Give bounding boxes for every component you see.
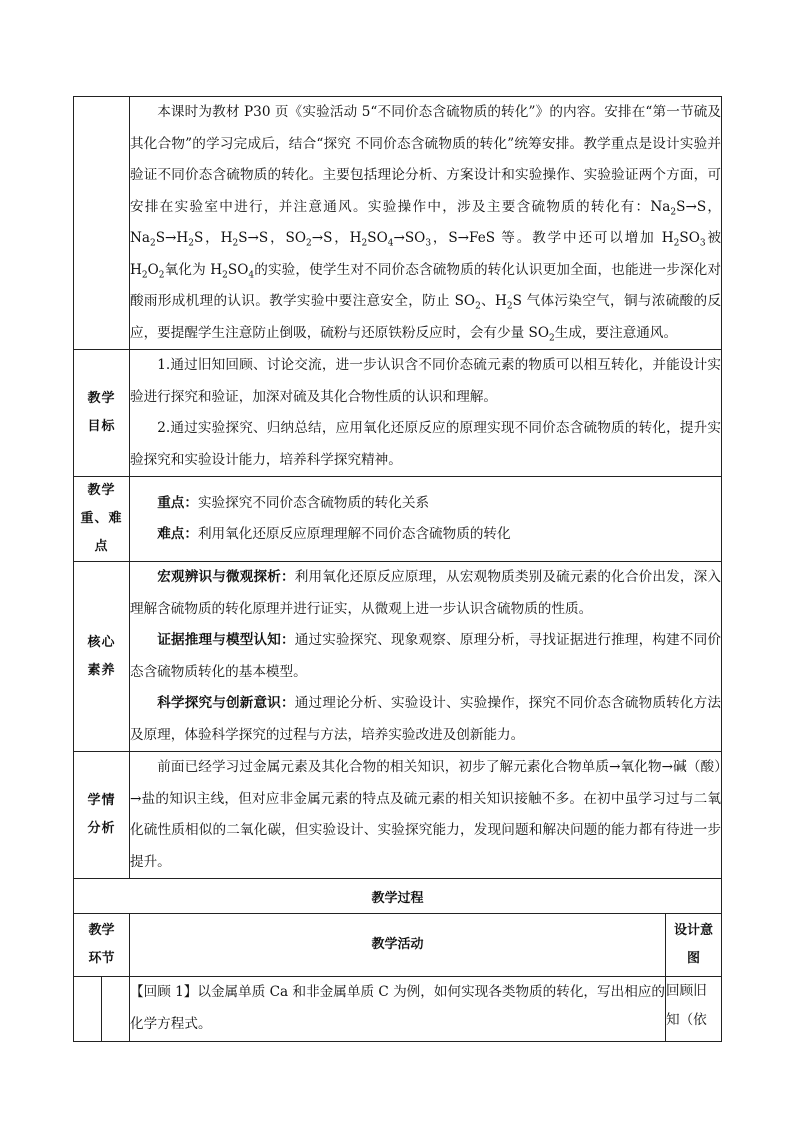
process-header-row <box>74 914 722 977</box>
goals-content <box>130 350 722 477</box>
literacy-label: 核心 素养 <box>74 562 130 752</box>
literacy-item-2: 证据推理与模型认知：通过实验探究、现象观察、原理分析，寻找证据进行推理，构建不同价态含硫物质转化的基本模型。 <box>130 632 722 680</box>
intro-content <box>130 97 722 350</box>
literacy-item-1: 宏观辨识与微观探析：利用氧化还原反应原理，从宏观物质类别及硫元素的化合价出发，深入理解含硫物质的转化原理并进行证实，从微观上进一步认识含硫物质的性质。 <box>130 569 722 617</box>
process-title: 教学过程 <box>74 879 722 914</box>
goals-row <box>74 350 722 477</box>
process-row-1-stage-a <box>74 977 102 1042</box>
goal-1: 1.通过旧知回顾、讨论交流，进一步认识含不同价态硫元素的物质可以相互转化，并能设计实验进行探究和验证，加深对硫及其化合物性质的认识和理解。 <box>130 357 722 405</box>
lesson-plan-table <box>73 96 722 1042</box>
analysis-label: 学情 分析 <box>74 752 130 879</box>
process-title-row <box>74 879 722 914</box>
keypoints-content <box>130 477 722 562</box>
analysis-content <box>130 752 722 879</box>
header-activity: 教学活动 <box>130 914 666 977</box>
keypoints-row <box>74 477 722 562</box>
key-point: 重点：实验探究不同价态含硫物质的转化关系 <box>157 494 430 511</box>
header-stage: 教学 环节 <box>74 914 130 977</box>
process-row-1 <box>74 977 722 1042</box>
intro-label-cell <box>74 97 130 350</box>
header-intent: 设计意 图 <box>666 914 722 977</box>
keypoints-label: 教学 重、难 点 <box>74 477 130 562</box>
process-row-1-stage-b <box>102 977 130 1042</box>
literacy-content <box>130 562 722 752</box>
intro-row <box>74 97 722 350</box>
analysis-paragraph: 前面已经学习过金属元素及其化合物的相关知识，初步了解元素化合物单质→氧化物→碱（酸）→盐的知识主线，但对应非金属元素的特点及硫元素的相关知识接触不多。在初中虽学习过与二氧化硫性质相似的二氧化碳，但实验设计、实验探究能力，发现问题和解决问题的能力都有待进一步提升。 <box>130 759 722 870</box>
process-row-1-activity <box>130 977 666 1042</box>
goal-2: 2.通过实验探究、归纳总结，应用氧化还原反应的原理实现不同价态含硫物质的转化，提升实验探究和实验设计能力，培养科学探究精神。 <box>130 420 722 468</box>
review-1-text: 【回顾 1】以金属单质 Ca 和非金属单质 C 为例，如何实现各类物质的转化，写出相应的化学方程式。 <box>130 984 665 1032</box>
literacy-row <box>74 562 722 752</box>
process-row-1-intent: 回顾旧 知（依 <box>666 977 722 1042</box>
literacy-item-3: 科学探究与创新意识：通过理论分析、实验设计、实验操作，探究不同价态含硫物质转化方法及原理，体验科学探究的过程与方法，培养实验改进及创新能力。 <box>130 695 722 743</box>
difficult-point: 难点：利用氧化还原反应原理理解不同价态含硫物质的转化 <box>157 526 511 542</box>
intro-paragraph: 本课时为教材 P30 页《实验活动 5“不同价态含硫物质的转化”》的内容。安排在“第一节硫及其化合物”的学习完成后，结合“探究 不同价态含硫物质的转化”统筹安排。教学重点是设计实验并验证不同价态含硫物质的转化。主要包括理论分析、方案设计和实验操作、实验验证两个方面，可安排在实验室中进行，并注意通风。实验操作中，涉及主要含硫物质的转化有：$Na_2S\to S$，$Na_2S\to H_2S$，$H_2S\to S$，$SO_2\to S$，$H_2SO_4\to SO_3$，S→FeS 等。教学中还可以增加 $H_2SO_3$被 $H_2O_2$氧化为 $H_2SO_4$的实验，使学生对不同价态含硫物质的转化认识更加全面，也能进一步深化对酸雨形成机理的认识。教学实验中要注意安全，防止 $SO_2$、$H_2S$ 气体污染空气，铜与浓硫酸的反应，要提醒学生注意防止倒吸，硫粉与还原铁粉反应时，会有少量 $SO_2$生成，要注意通风。 <box>130 104 722 344</box>
goals-label: 教学 目标 <box>74 350 130 477</box>
analysis-row <box>74 752 722 879</box>
